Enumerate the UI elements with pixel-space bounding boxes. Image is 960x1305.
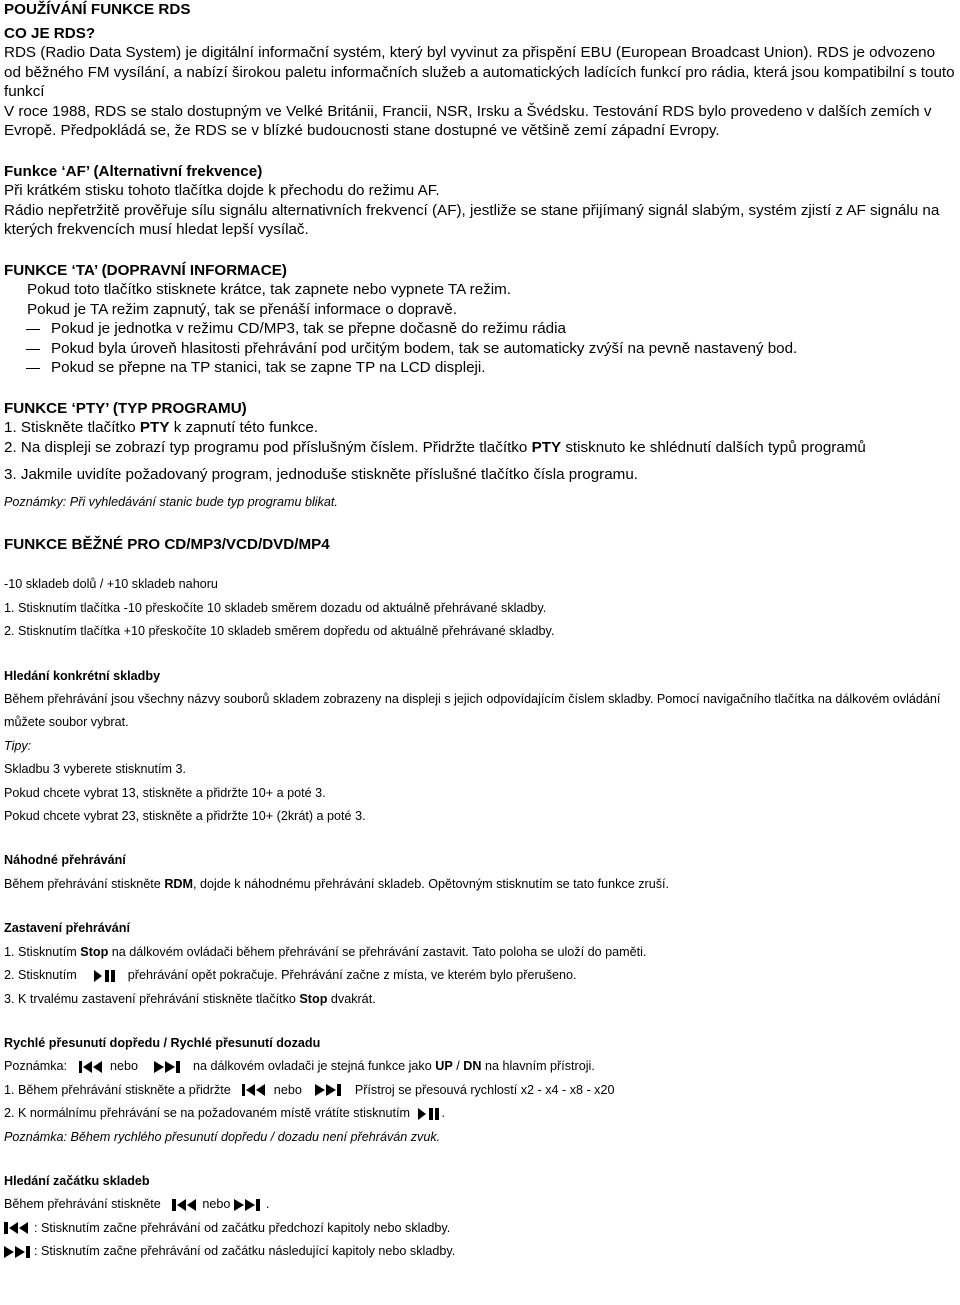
stop-step-3: 3. K trvalému zastavení přehrávání stiskněte tlačítko Stop dvakrát. <box>4 991 376 1006</box>
fast-rewind-icon <box>242 1083 270 1097</box>
section-subtitle: CO JE RDS? <box>4 24 96 42</box>
stop-heading: Zastavení přehrávání <box>4 921 130 936</box>
pty-note: Poznámky: Při vyhledávání stanic bude typ programu blikat. <box>4 494 338 509</box>
ta-text-2: Pokud je TA režim zapnutý, tak se přenáší informace o dopravě. <box>27 300 457 318</box>
skip-next-icon <box>234 1198 264 1212</box>
chapter-heading: Hledání začátku skladeb <box>4 1173 150 1188</box>
page-title: POUŽÍVÁNÍ FUNKCE RDS <box>4 1 191 18</box>
af-heading: Funkce ‘AF’ (Alternativní frekvence) <box>4 162 263 180</box>
random-text: Během přehrávání stiskněte RDM, dojde k náhodnému přehrávání skladeb. Opětovným stisknutím se tato funkce zruší. <box>4 876 670 891</box>
ff-heading: Rychlé přesunutí dopředu / Rychlé přesunutí dozadu <box>4 1035 321 1050</box>
ff-note-line: Poznámka: nebo na dálkovém ovladači je stejná funkce jako UP / DN na hlavním přístroji. <box>4 1059 595 1074</box>
chapter-prev-line: : Stisknutím začne přehrávání od začátku předchozí kapitoly nebo skladby. <box>4 1217 956 1240</box>
random-heading: Náhodné přehrávání <box>4 853 126 868</box>
ta-text-1: Pokud toto tlačítko stisknete krátce, tak zapnete nebo vypnete TA režim. <box>27 281 512 298</box>
play-pause-icon <box>418 1107 442 1121</box>
rds-history-paragraph: V roce 1988, RDS se stalo dostupným ve Velké Británii, Francii, NSR, Irsku a Švédsku. Testování RDS bylo provedeno v dalších zemích v Evropě. Předpokládá se, že RDS se v blízké budoucnosti stane dostupné ve většině zemí západní Evropy. <box>4 102 932 139</box>
chapter-next-line: : Stisknutím začne přehrávání od začátku následující kapitoly nebo skladby. <box>4 1240 956 1263</box>
tips-label: Tipy: <box>4 738 32 753</box>
pty-step-2: 2. Na displeji se zobrazí typ programu pod příslušným číslem. Přidržte tlačítko PTY stisknuto ke shlédnutí dalších typů programů <box>4 438 866 456</box>
stop-step-2: 2. Stisknutím přehrávání opět pokračuje. Přehrávání začne z místa, ve kterém bylo přerušeno. <box>4 968 577 983</box>
ff-step-2: 2. K normálnímu přehrávání se na požadovaném místě vrátíte stisknutím . <box>4 1106 445 1121</box>
document-page <box>4 0 956 1264</box>
ff-note: Poznámka: Během rychlého přesunutí dopředu / dozadu není přehráván zvuk. <box>4 1129 441 1144</box>
skip-title: -10 skladeb dolů / +10 skladeb nahoru <box>4 577 218 592</box>
skip-next-icon <box>4 1245 34 1259</box>
play-pause-icon <box>94 969 118 983</box>
search-text: Během přehrávání jsou všechny názvy souborů skladem zobrazeny na displeji s jejich odpovídajícím číslem skladby. Pomocí navigačního tlačítka na dálkovém ovládání můžete soubor vybrat. <box>4 692 941 730</box>
ta-bullet: Pokud byla úroveň hlasitosti přehrávání pod určitým bodem, tak se automaticky zvýší na pevně nastavený bod. <box>4 339 956 359</box>
rds-intro-paragraph: RDS (Radio Data System) je digitální informační systém, který byl vyvinut za přispění EBU (European Broadcast Union). RDS je odvozeno od běžného FM vysílání, a nabízí širokou paletu informačních služeb a automatických ladících funkcí pro rádia, která jsou kompatibilní s touto funkcí <box>4 44 955 100</box>
chapter-text: Během přehrávání stiskněte nebo . <box>4 1197 270 1212</box>
fast-forward-icon <box>315 1083 345 1097</box>
skip-step-2: 2. Stisknutím tlačítka +10 přeskočíte 10 skladeb směrem dopředu od aktuálně přehrávané skladby. <box>4 624 555 639</box>
tip-2: Pokud chcete vybrat 13, stiskněte a přidržte 10+ a poté 3. <box>4 785 326 800</box>
stop-step-1: 1. Stisknutím Stop na dálkovém ovládači během přehrávání se přehrávání zastavit. Tato poloha se uloží do paměti. <box>4 944 647 959</box>
fast-forward-icon <box>154 1060 184 1074</box>
ff-step-1: 1. Během přehrávání stiskněte a přidržte nebo Přístroj se přesouvá rychlostí x2 - x4 - x8 - x20 <box>4 1082 615 1097</box>
af-text-1: Při krátkém stisku tohoto tlačítka dojde k přechodu do režimu AF. <box>4 182 440 199</box>
ta-bullet: Pokud se přepne na TP stanici, tak se zapne TP na LCD displeji. <box>4 358 956 378</box>
skip-step-1: 1. Stisknutím tlačítka -10 přeskočíte 10 skladeb směrem dozadu od aktuálně přehrávané skladby. <box>4 600 547 615</box>
skip-previous-icon <box>4 1221 34 1235</box>
common-heading: FUNKCE BĚŽNÉ PRO CD/MP3/VCD/DVD/MP4 <box>4 535 330 553</box>
pty-heading: FUNKCE ‘PTY’ (TYP PROGRAMU) <box>4 399 247 417</box>
fast-rewind-icon <box>79 1060 107 1074</box>
tip-1: Skladbu 3 vyberete stisknutím 3. <box>4 762 187 777</box>
ta-heading: FUNKCE ‘TA’ (DOPRAVNÍ INFORMACE) <box>4 261 287 279</box>
skip-previous-icon <box>172 1198 202 1212</box>
pty-step-3: 3. Jakmile uvidíte požadovaný program, jednoduše stiskněte příslušné tlačítko čísla programu. <box>4 466 638 483</box>
tip-3: Pokud chcete vybrat 23, stiskněte a přidržte 10+ (2krát) a poté 3. <box>4 809 366 824</box>
ta-bullet: Pokud je jednotka v režimu CD/MP3, tak se přepne dočasně do režimu rádia <box>4 319 956 339</box>
pty-step-1: 1. Stiskněte tlačítko PTY k zapnutí této funkce. <box>4 419 319 436</box>
af-text-2: Rádio nepřetržitě prověřuje sílu signálu alternativních frekvencí (AF), jestliže se stane přijímaný signál slabým, systém zjistí z AF signálu na kterých frekvencích musí hledat lepší vysílač. <box>4 201 940 238</box>
search-heading: Hledání konkrétní skladby <box>4 668 161 683</box>
